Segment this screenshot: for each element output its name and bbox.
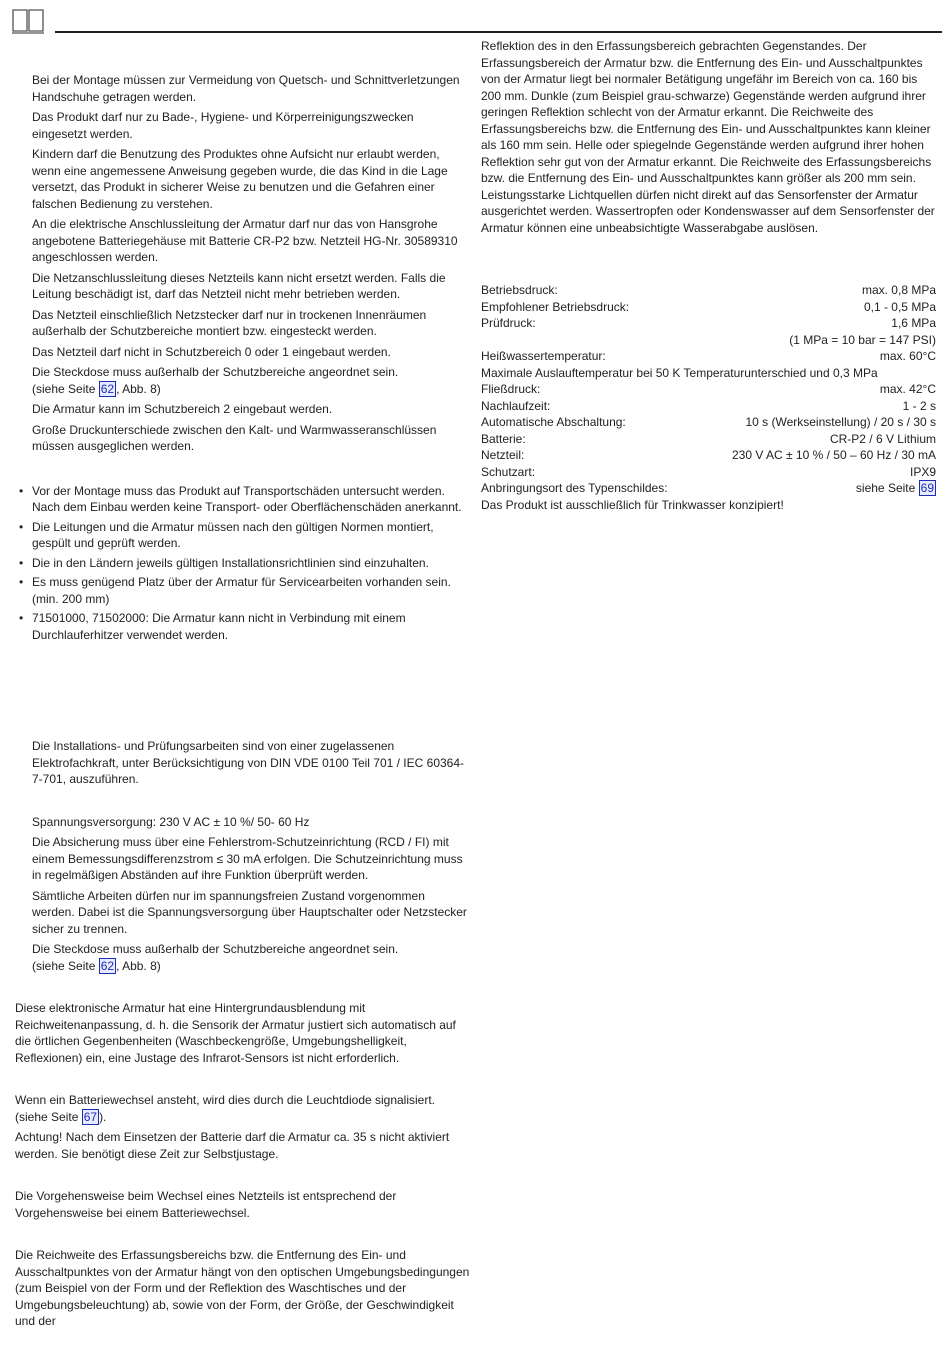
power-section [15, 814, 470, 975]
spec-row [481, 332, 936, 349]
header-rule [55, 31, 942, 33]
page-link[interactable]: 62 [100, 958, 115, 973]
safety-section [15, 72, 470, 455]
safety-item: An die elektrische Anschlussleitung der Armatur darf nur das von Hansgrohe angebotene Batteriegehäuse mit Batterie CR-P2 bzw. Netzteil HG-Nr. 30589310 angeschlossen werden. [32, 217, 458, 264]
socket-line: Die Steckdose muss außerhalb der Schutzbereiche angeordnet sein. [32, 942, 399, 956]
list-item: • Die in den Ländern jeweils gültigen Installationsrichtlinien sind einzuhalten. [32, 555, 470, 572]
spec-row [481, 431, 936, 448]
safety-item: Kindern darf die Benutzung des Produktes ohne Aufsicht nur erlaubt werden, wenn eine angemessene Anweisung gegeben wurde, die das Kind in die Lage versetzt, das Produkt in sicherer Weise zu benutzen und die Gefahren einer falschen Bedienung zu verstehen. [32, 147, 448, 211]
spec-label: Automatische Abschaltung: [481, 415, 626, 429]
see-page-suffix: , Abb. 8) [116, 381, 161, 396]
battery-warning: Achtung! Nach dem Einsetzen der Batterie darf die Armatur ca. 35 s nicht aktiviert werden. Sie benötigt diese Zeit zur Selbstjustage. [15, 1130, 450, 1161]
safety-item: Bei der Montage müssen zur Vermeidung von Quetsch- und Schnittverletzungen Handschuhe getragen werden. [32, 73, 460, 104]
left-column [15, 72, 470, 1330]
spec-value: 1,6 MPa [891, 316, 936, 330]
spec-value: 10 s (Werkseinstellung) / 20 s / 30 s [745, 415, 936, 429]
page-link[interactable]: 69 [920, 481, 934, 495]
spec-value: max. 0,8 MPa [861, 283, 936, 297]
see-page-suffix: , Abb. 8) [116, 958, 161, 973]
safety-item: Große Druckunterschiede zwischen den Kalt- und Warmwasseranschlüssen müssen ausgeglichen werden. [32, 422, 437, 453]
spec-value: IPX9 [909, 464, 936, 479]
sensor-text: Diese elektronische Armatur hat eine Hintergrundausblendung mit Reichweitenanpassung, d. h. die Sensorik der Armatur justiert sich automatisch auf die örtlichen Gegenbenheiten (Waschbeckengröße, Umgebungshelligkeit, Reflexionen) ein, eine Justage des Infrarot-Sensors ist nicht erforderlich. [15, 1001, 456, 1065]
battery-see-prefix: (siehe Seite [15, 1109, 82, 1124]
outlet-temp: Maximale Auslauftemperatur bei 50 K Temperaturunterschied und 0,3 MPa [481, 365, 878, 380]
spec-label: Batterie: [481, 431, 526, 446]
socket-note [32, 364, 470, 397]
page-link[interactable]: 67 [83, 1109, 98, 1124]
psu-text: Die Vorgehensweise beim Wechsel eines Netzteils ist entsprechend der Vorgehensweise bei einem Batteriewechsel. [15, 1189, 397, 1220]
spec-label: Fließdruck: [481, 382, 541, 396]
right-column [481, 38, 936, 513]
battery-see-suffix: ). [99, 1109, 107, 1124]
power-item: Die Absicherung muss über eine Fehlerstrom-Schutzeinrichtung (RCD / FI) mit einem Bemessungsdifferenzstrom ≤ 30 mA erfolgen. Die Schutzeinrichtung muss in regelmäßigen Abständen auf ihre Funktion überprüft werden. [32, 835, 463, 882]
spec-row [481, 480, 936, 497]
list-item: • Es muss genügend Platz über der Armatur für Servicearbeiten vorhanden sein. (min. 200 mm) [32, 574, 470, 607]
list-item: • 71501000, 71502000: Die Armatur kann nicht in Verbindung mit einem Durchlauferhitzer verwendet werden. [32, 610, 470, 643]
safety-item: Das Netzteil darf nicht in Schutzbereich 0 oder 1 eingebaut werden. [32, 344, 391, 359]
electrician-text: Die Installations- und Prüfungsarbeiten sind von einer zugelassenen Elektrofachkraft, unter Berücksichtigung von DIN VDE 0100 Teil 701 / IEC 60364-7-701, auszuführen. [32, 739, 465, 786]
spec-label: Heißwassertemperatur: [481, 349, 606, 363]
range-continued: Reflektion des in den Erfassungsbereich gebrachten Gegenstandes. Der Erfassungsbereich der Armatur bzw. die Entfernung des Ein- und Ausschaltpunktes von der Armatur liegt bei normaler Betätigung ungefähr im Bereich von ca. 160 bis 200 mm. Dunkle (zum Beispiel grau-schwarze) Gegenstände werden aufgrund ihrer geringen Reflektion schlecht von der Armatur erkannt. Die Reichweite des Erfassungsbereichs bzw. die Entfernung des Ein- und Ausschaltpunktes kann kleiner als 160 mm sein. Helle oder spiegelnde Gegenstände werden aufgrund ihrer hohen Reflektion sehr gut von der Armatur erkannt. Die Reichweite des Erfassungsbereichs bzw. die Entfernung des Ein- und Ausschaltpunktes kann größer als 200 mm sein. Leistungsstarke Lichtquellen dürfen nicht direkt auf das Sensorfenster der Armatur ausgerichtet werden. Wassertropfen oder Kondenswasser auf dem Sensorfenster der Armatur können eine unbeabsichtigte Wasserabgabe auslösen. [481, 39, 935, 235]
spec-label: Netzteil: [481, 448, 525, 462]
spec-row [481, 381, 936, 398]
spec-value [856, 480, 936, 497]
spec-row [481, 282, 936, 299]
spec-value: 0,1 - 0,5 MPa [863, 299, 936, 314]
install-bullets [15, 483, 470, 644]
spec-value: CR-P2 / 6 V Lithium [829, 431, 936, 446]
power-item: Sämtliche Arbeiten dürfen nur im spannungsfreien Zustand vorgenommen werden. Dabei ist die Spannungsversorgung über Hauptschalter oder Netzstecker sicher zu trennen. [32, 888, 467, 936]
spec-row [481, 365, 936, 382]
spec-value: 1 - 2 s [902, 398, 936, 413]
spec-label: Anbringungsort des Typenschildes: [481, 481, 668, 495]
spec-row [481, 398, 936, 415]
safety-item: Das Produkt darf nur zu Bade-, Hygiene- und Körperreinigungszwecken eingesetzt werden. [32, 110, 414, 141]
typeplate-prefix: siehe Seite [855, 481, 919, 495]
spec-row [481, 464, 936, 481]
socket-line: Die Steckdose muss außerhalb der Schutzbereiche angeordnet sein. [32, 365, 399, 379]
spec-value: 230 V AC ± 10 % / 50 – 60 Hz / 30 mA [731, 448, 936, 462]
list-item: • Die Leitungen und die Armatur müssen nach den gültigen Normen montiert, gespült und geprüft werden. [32, 519, 470, 552]
list-item: • Vor der Montage muss das Produkt auf Transportschäden untersucht werden. Nach dem Einbau werden keine Transport- oder Oberflächenschäden anerkannt. [32, 483, 470, 516]
see-page-prefix: (siehe Seite [32, 958, 99, 973]
spec-row [481, 447, 936, 464]
spec-value: max. 42°C [879, 382, 936, 396]
spec-table [481, 282, 936, 513]
drinking-water-note: Das Produkt ist ausschließlich für Trinkwasser konzipiert! [481, 497, 784, 512]
safety-item: Die Armatur kann im Schutzbereich 2 eingebaut werden. [32, 402, 333, 416]
socket-note [32, 941, 470, 974]
pressure-note: (1 MPa = 10 bar = 147 PSI) [789, 332, 936, 347]
spec-row [481, 348, 936, 365]
range-text: Die Reichweite des Erfassungsbereichs bzw. die Entfernung des Ein- und Ausschaltpunktes von der Armatur hängt von den optischen Umgebungsbedingungen (zum Beispiel von der Form und der Reflektion des Waschtisches und der Umgebungsbeleuchtung) ab, sowie von der Form, der Größe, der Geschwindigkeit und der [15, 1248, 470, 1328]
spec-label: Betriebsdruck: [481, 283, 558, 297]
spec-label: Schutzart: [481, 464, 536, 479]
page-link[interactable]: 62 [100, 381, 115, 396]
battery-text: Wenn ein Batteriewechsel ansteht, wird dies durch die Leuchtdiode signalisiert. [15, 1093, 436, 1107]
spec-row [481, 299, 936, 316]
spec-label: Empfohlener Betriebsdruck: [481, 299, 630, 314]
book-icon [11, 7, 45, 34]
spec-row [481, 414, 936, 431]
see-page-prefix: (siehe Seite [32, 381, 99, 396]
spec-row [481, 315, 936, 332]
battery-note [15, 1092, 470, 1125]
spec-value: max. 60°C [879, 349, 936, 363]
spec-label: Nachlaufzeit: [481, 398, 551, 413]
spec-label: Prüfdruck: [481, 316, 536, 330]
power-item: Spannungsversorgung: 230 V AC ± 10 %/ 50- 60 Hz [32, 814, 310, 829]
safety-item: Die Netzanschlussleitung dieses Netzteils kann nicht ersetzt werden. Falls die Leitung beschädigt ist, darf das Netzteil nicht mehr betrieben werden. [32, 270, 446, 301]
safety-item: Das Netzteil einschließlich Netzstecker darf nur in trockenen Innenräumen außerhalb der Schutzbereiche montiert bzw. eingesteckt werden. [32, 307, 427, 338]
